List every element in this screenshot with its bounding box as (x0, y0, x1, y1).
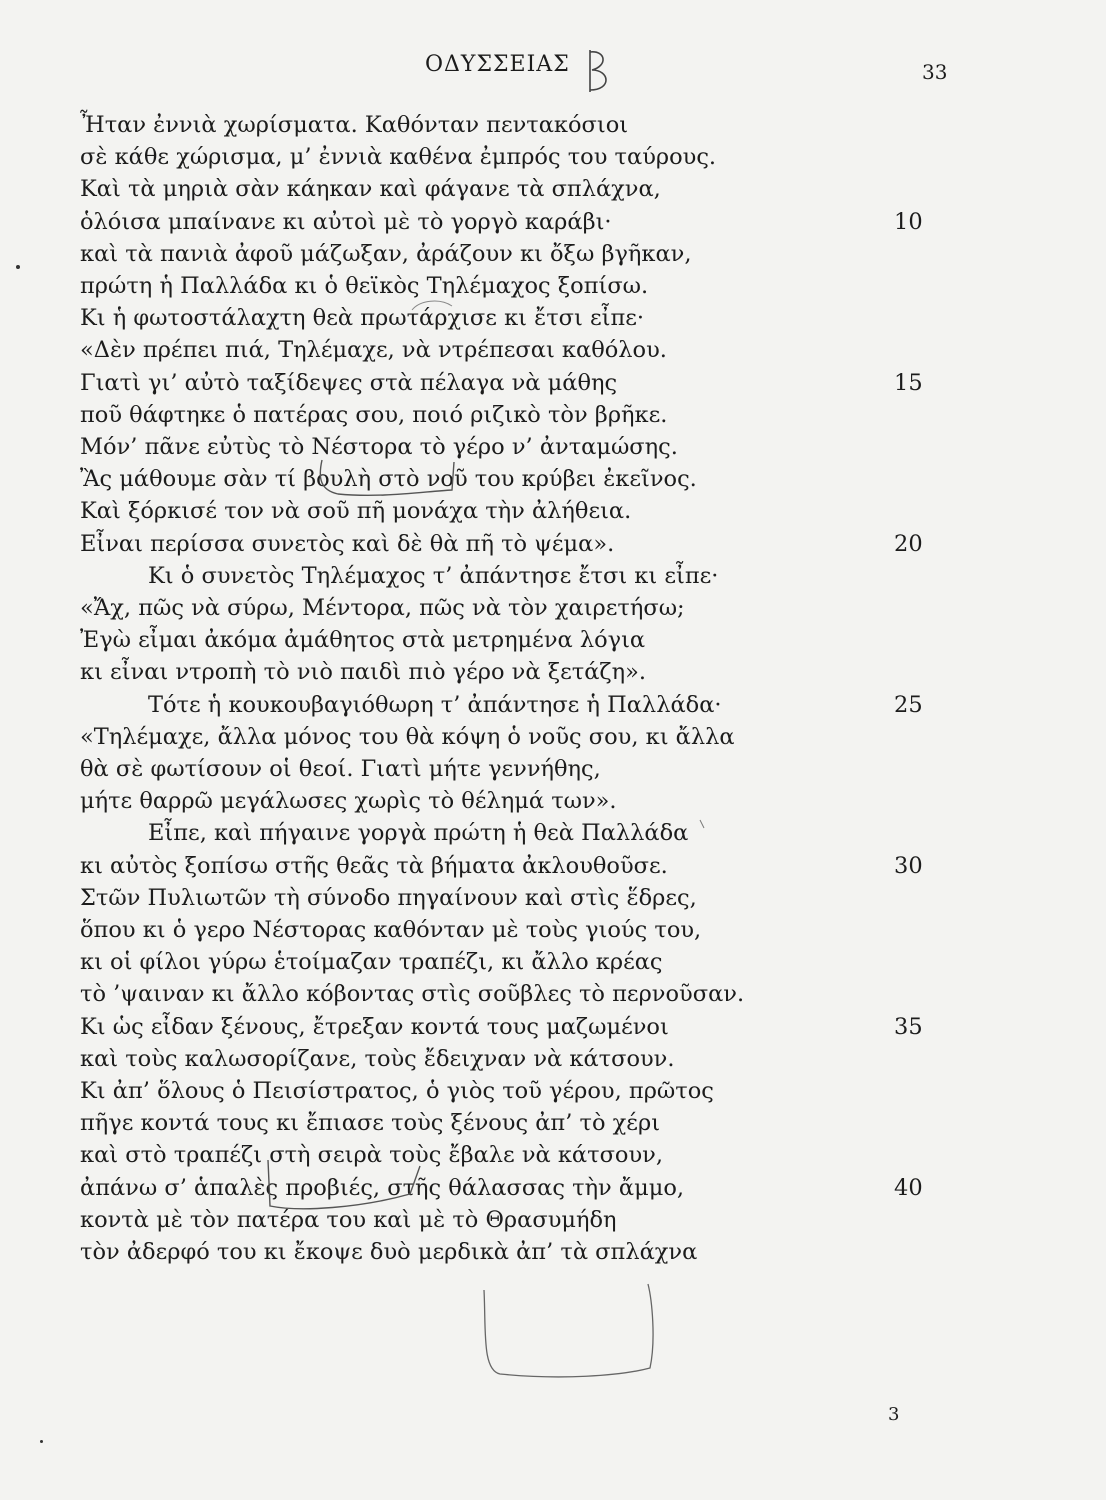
running-head: ΟΔΥΣΣΕΙΑΣ (425, 52, 570, 77)
poem-line-text: καὶ στὸ τραπέζι στὴ σειρὰ τοὺς ἔβαλε νὰ κάτσουν, (80, 1142, 663, 1169)
poem-line-text: τὸ ’ψαιναν κι ἄλλο κόβοντας στὶς σοῦβλες τὸ περνοῦσαν. (80, 981, 745, 1008)
paper-speck (16, 265, 20, 269)
line-number: 10 (894, 208, 923, 235)
poem-line-text: Τότε ἡ κουκουβαγιόθωρη τ’ ἀπάντησε ἡ Παλλάδα· (148, 691, 722, 718)
poem-line-text: θὰ σὲ φωτίσουν οἱ θεοί. Γιατὶ μήτε γεννήθης, (80, 756, 601, 782)
poem-line-text: ὅπου κι ὁ γερο Νέστορας καθόνταν μὲ τοὺς γιούς του, (80, 917, 702, 943)
poem-line-text: κι οἱ φίλοι γύρω ἑτοίμαζαν τραπέζι, κι ἄλλο κρέας (80, 949, 663, 976)
poem-line-text: σὲ κάθε χώρισμα, μ’ ἐννιὰ καθένα ἐμπρός του ταύρους. (80, 144, 717, 171)
line-number: 30 (894, 852, 923, 879)
paper-speck (40, 1440, 43, 1443)
poem-line-text: Καὶ ξόρκισέ τον νὰ σοῦ πῆ μονάχα τὴν ἀλήθεια. (80, 498, 632, 525)
poem-line-text: Κι ὁ συνετὸς Τηλέμαχος τ’ ἀπάντησε ἔτσι κι εἶπε· (148, 562, 719, 589)
poem-line-text: ποῦ θάφτηκε ὁ πατέρας σου, ποιό ριζικὸ τὸν βρῆκε. (80, 401, 668, 428)
poem-line-text: κι εἶναι ντροπὴ τὸ νιὸ παιδὶ πιὸ γέρο νὰ ξετάζη». (80, 659, 646, 686)
line-number: 25 (894, 691, 923, 718)
page-number: 33 (922, 60, 948, 84)
line-number: 15 (894, 369, 923, 396)
poem-line-text: καὶ τοὺς καλωσορίζανε, τοὺς ἔδειχναν νὰ κάτσουν. (80, 1045, 675, 1072)
poem-line-text: Στῶν Πυλιωτῶν τὴ σύνοδο πηγαίνουν καὶ στὶς ἕδρες, (80, 884, 697, 911)
poem-line-text: «Τηλέμαχε, ἄλλα μόνος του θὰ κόψη ὁ νοῦς σου, κι ἄλλα (80, 723, 735, 750)
poem-line-text: μήτε θαρρῶ μεγάλωσες χωρὶς τὸ θέλημά των». (80, 788, 617, 815)
poem-line-text: Μόν’ πᾶνε εὐτὺς τὸ Νέστορα τὸ γέρο ν’ ἀνταμώσης. (80, 434, 678, 460)
line-number: 35 (894, 1013, 923, 1040)
poem-line-text: Κι ἡ φωτοστάλαχτη θεὰ πρωτάρχισε κι ἔτσι εἶπε· (80, 305, 645, 332)
line-number: 40 (894, 1174, 923, 1201)
poem-line-text: Ἦταν ἐννιὰ χωρίσματα. Καθόνταν πεντακόσιοι (80, 112, 629, 138)
poem-line-text: Κι ὡς εἶδαν ξένους, ἔτρεξαν κοντά τους μαζωμένοι (80, 1013, 669, 1040)
poem-line-text: Καὶ τὰ μηριὰ σὰν κάηκαν καὶ φάγανε τὰ σπλάχνα, (80, 176, 661, 203)
poem-line-text: «Ἄχ, πῶς νὰ σύρω, Μέντορα, πῶς νὰ τὸν χαιρετήσω; (80, 595, 685, 621)
poem-line-text: «Δὲν πρέπει πιά, Τηλέμαχε, νὰ ντρέπεσαι καθόλου. (80, 337, 667, 364)
poem-line-text: Κι ἀπ’ ὅλους ὁ Πεισίστρατος, ὁ γιὸς τοῦ γέρου, πρῶτος (80, 1078, 714, 1104)
poem-line-text: κι αὐτὸς ξοπίσω στῆς θεᾶς τὰ βήματα ἀκλουθοῦσε. (80, 852, 668, 879)
poem-line-text: Ἂς μάθουμε σὰν τί βουλὴ στὸ νοῦ του κρύβει ἐκεῖνος. (80, 466, 697, 493)
poem-line-text: τὸν ἀδερφό του κι ἔκοψε δυὸ μερδικὰ ἀπ’ τὰ σπλάχνα (80, 1239, 698, 1265)
signature-mark: 3 (888, 1404, 900, 1425)
poem-line-text: ὁλόισα μπαίνανε κι αὐτοὶ μὲ τὸ γοργὸ καράβι· (80, 208, 612, 235)
poem-line-text: πρώτη ἡ Παλλάδα κι ὁ θεϊκὸς Τηλέμαχος ξοπίσω. (80, 273, 649, 299)
line-number: 20 (894, 530, 923, 557)
poem-line-text: καὶ τὰ πανιὰ ἀφοῦ μάζωξαν, ἀράζουν κι ὄξω βγῆκαν, (80, 240, 692, 267)
poem-line-text: Εἶπε, καὶ πήγαινε γοργὰ πρώτη ἡ θεὰ Παλλάδα (148, 820, 689, 847)
poem-line-text: Ἐγὼ εἶμαι ἀκόμα ἀμάθητος στὰ μετρημένα λόγια (80, 627, 646, 654)
poem-line-text: κοντὰ μὲ τὸν πατέρα του καὶ μὲ τὸ Θρασυμήδη (80, 1206, 617, 1233)
poem-line-text: Γιατὶ γι’ αὐτὸ ταξίδεψες στὰ πέλαγα νὰ μάθης (80, 369, 618, 396)
poem-line-text: ἀπάνω σ’ ἁπαλὲς προβιές, στῆς θάλασσας τὴν ἄμμο, (80, 1174, 685, 1201)
poem-line-text: Εἶναι περίσσα συνετὸς καὶ δὲ θὰ πῆ τὸ ψέμα». (80, 530, 615, 557)
poem-line-text: πῆγε κοντά τους κι ἔπιασε τοὺς ξένους ἀπ’ τὸ χέρι (80, 1110, 661, 1137)
